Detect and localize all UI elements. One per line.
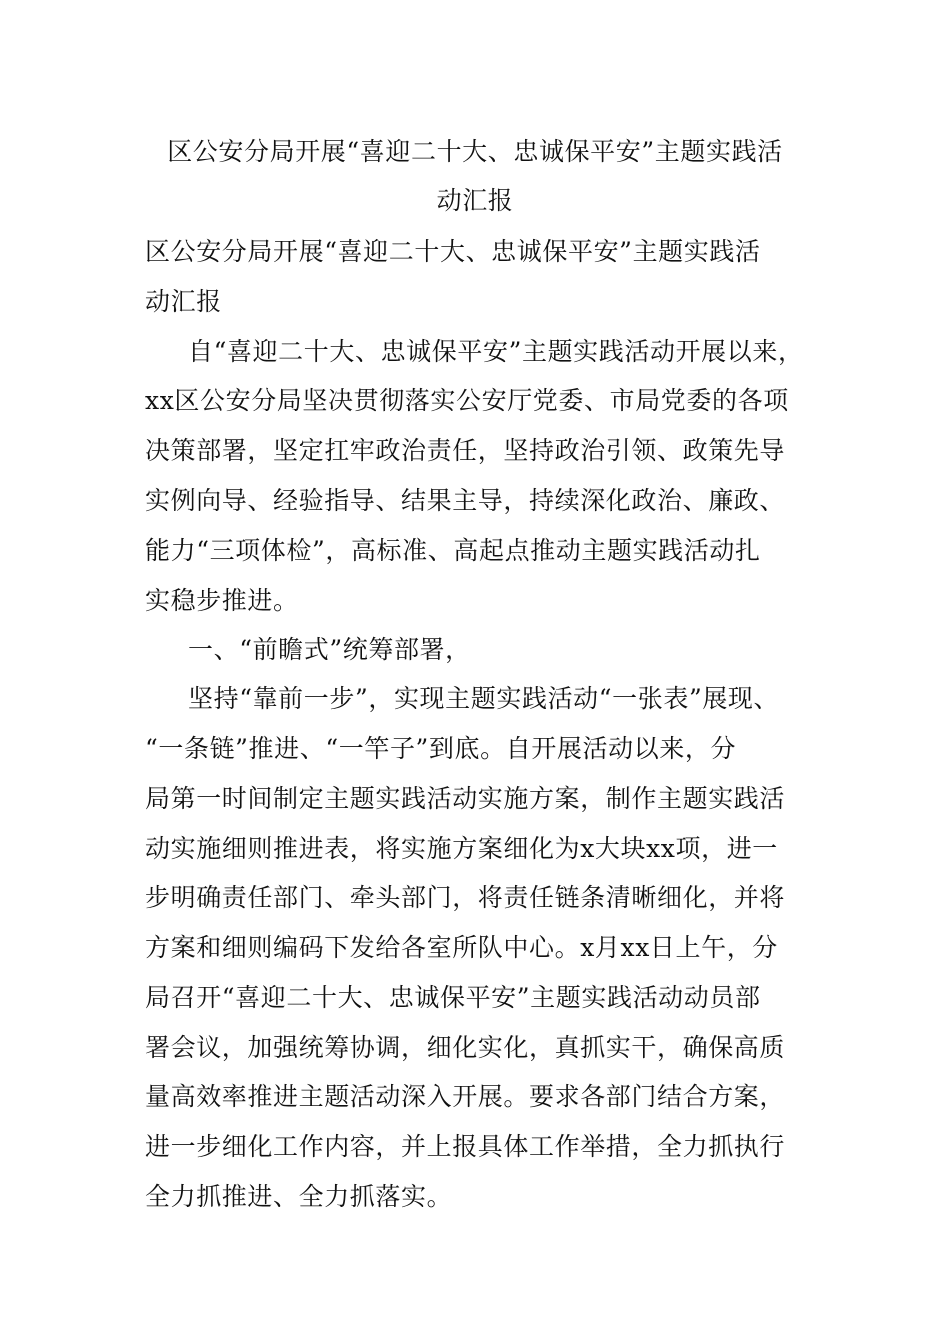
paragraph-2-line-9: 量高效率推进主题活动深入开展。要求各部门结合方案， (145, 1082, 786, 1111)
document-title-line-2: 动汇报 (436, 186, 514, 215)
document-title-line-1: 区公安分局开展“喜迎二十大、忠诚保平安”主题实践活 (167, 137, 783, 166)
paragraph-2-line-3: 局第一时间制定主题实践活动实施方案，制作主题实践活 (145, 784, 786, 813)
paragraph-2-line-1: 坚持“靠前一步”，实现主题实践活动“一张表”展现、 (188, 684, 780, 713)
paragraph-1-line-3: 决策部署，坚定扛牢政治责任，坚持政治引领、政策先导 (145, 436, 786, 465)
paragraph-2-line-11: 全力抓推进、全力抓落实。 (145, 1182, 453, 1211)
paragraph-1-line-6: 实稳步推进。 (145, 586, 299, 615)
paragraph-2-line-5: 步明确责任部门、牵头部门，将责任链条清晰细化，并将 (145, 883, 786, 912)
document-heading-line-2: 动汇报 (145, 287, 222, 316)
paragraph-2-line-10: 进一步细化工作内容，并上报具体工作举措，全力抓执行 (145, 1132, 786, 1161)
paragraph-2-line-8: 署会议，加强统筹协调，细化实化，真抓实干，确保高质 (145, 1033, 786, 1062)
paragraph-2-line-4: 动实施细则推进表，将实施方案细化为x大块xx项，进一 (145, 834, 778, 863)
paragraph-1-line-5: 能力“三项体检”，高标准、高起点推动主题实践活动扎 (145, 536, 761, 565)
paragraph-2-line-2: “一条链”推进、“一竿子”到底。自开展活动以来，分 (145, 734, 737, 763)
paragraph-1-line-1: 自“喜迎二十大、忠诚保平安”主题实践活动开展以来， (188, 337, 804, 366)
paragraph-1-line-2: xx区公安分局坚决贯彻落实公安厅党委、市局党委的各项 (145, 386, 789, 415)
paragraph-1-line-4: 实例向导、经验指导、结果主导，持续深化政治、廉政、 (145, 486, 786, 515)
paragraph-2-line-6: 方案和细则编码下发给各室所队中心。x月xx日上午，分 (145, 933, 778, 962)
section-1-heading: 一、“前瞻式”统筹部署， (188, 635, 471, 664)
paragraph-2-line-7: 局召开“喜迎二十大、忠诚保平安”主题实践活动动员部 (145, 983, 761, 1012)
document-heading-line-1: 区公安分局开展“喜迎二十大、忠诚保平安”主题实践活 (145, 237, 761, 266)
